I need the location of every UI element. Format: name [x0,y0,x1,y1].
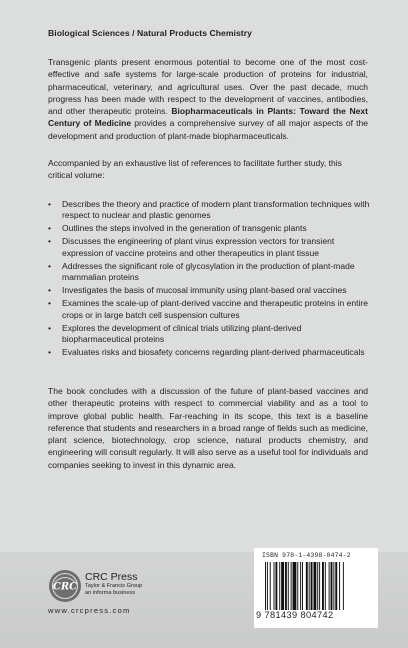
lead-in-paragraph: Accompanied by an exhaustive list of references to facilitate further study, this critical volume: [48,158,342,181]
list-item: • Addresses the significant role of glycosylation in the production of plant-made mammalian proteins [48,260,355,283]
barcode-digits: 9 781439 804742 [256,610,334,620]
bullet-icon: • [48,199,51,209]
list-item: • Explores the development of clinical trials utilizing plant-derived biopharmaceutical proteins [48,322,302,345]
publisher-url[interactable]: www.crcpress.com [48,606,131,615]
publisher-group: Taylor & Francis Group [85,583,143,589]
list-item: • Discusses the engineering of plant virus expression vectors for transient expression of vaccine proteins and other therapeutics in plant tissue [48,236,335,258]
list-item: • Investigates the basis of mucosal immunity using plant-based oral vaccines [48,285,347,296]
bullet-icon: • [48,285,51,296]
isbn-label: ISBN 978-1-4398-0474-2 [262,552,351,559]
list-item: • Evaluates risks and biosafety concerns regarding plant-derived pharmaceuticals [48,347,365,358]
bullet-icon: • [48,223,51,234]
bullet-icon: • [48,322,51,333]
bullet-icon: • [48,347,51,358]
isbn-barcode-box [254,548,378,628]
publisher-business: an informa business [85,590,136,596]
logo-text: CRC [52,581,78,593]
bullet-icon: • [48,260,51,271]
feature-list [48,199,370,360]
intro-text-start: Transgenic plants present enormous potential to become one of the most cost-effective and safe systems for large-scale production of proteins for industrial, pharmaceutical, veterinary, and agricultural uses. Over the past decade, much progress has been made with respect to the development of vaccines, antibodies, and other therapeutic proteins. [48,57,368,117]
bullet-icon: • [48,236,51,247]
barcode-icon [264,562,374,610]
conclusion-paragraph: The book concludes with a discussion of the future of plant-based vaccines and other therapeutic proteins with respect to commercial viability and as a tool to improve global public health. Far-reaching in its scope, this text is a baseline reference that students and researchers in a broad range of fields such as medicine, plant science, biotechnology, crop science, natural products chemistry, and engineering will consult regularly. It will also serve as a useful tool for individuals and companies seeking to invest in this dynamic area. [48,386,368,470]
publisher-name: CRC Press [85,571,138,583]
list-item: • Examines the scale-up of plant-derived vaccine and therapeutic proteins in entire crops or in large batch cell suspension cultures [48,298,368,320]
intro-text-end: provides a comprehensive survey of all major aspects of the development and production of plant-made biopharmaceuticals. [48,118,368,141]
list-item: • Describes the theory and practice of modern plant transformation techniques with respect to nuclear and plastic genomes [48,199,370,221]
list-item: • Outlines the steps involved in the generation of transgenic plants [48,223,307,234]
book-title: Biopharmaceuticals in Plants: Toward the Next Century of Medicine [48,106,368,129]
category-label: Biological Sciences / Natural Products Chemistry [48,28,252,38]
bullet-icon: • [48,298,51,309]
crc-logo [48,569,82,603]
intro-paragraph [48,56,368,142]
publisher-block [85,572,142,597]
